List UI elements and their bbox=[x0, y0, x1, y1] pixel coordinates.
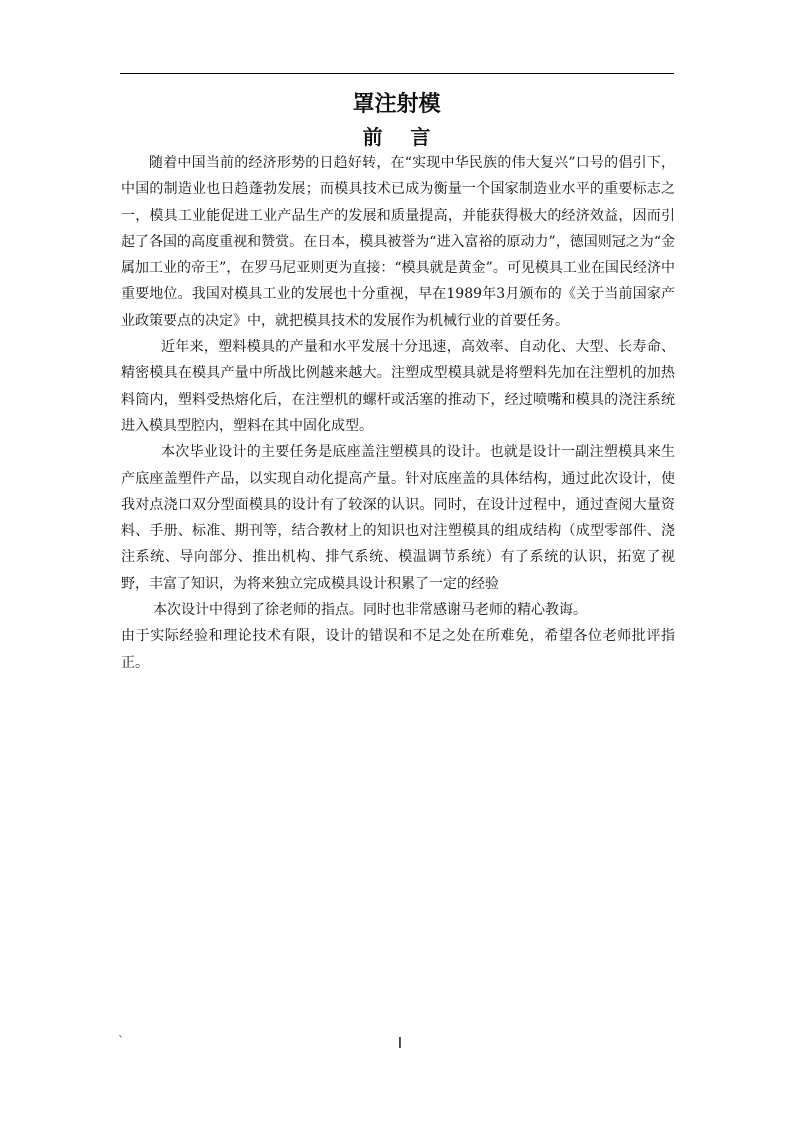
document-title: 罩注射模 bbox=[352, 92, 441, 117]
paragraph-5: 由于实际经验和理论技术有限，设计的错误和不足之处在所难免，希望各位老师批评指正。 bbox=[121, 628, 675, 671]
paragraph-1: 随着中国当前的经济形势的日趋好转，在“实现中华民族的伟大复兴”口号的倡引下，中国的制造业也日趋蓬勃发展；而模具技术已成为衡量一个国家制造业水平的重要标志之一，模具工业能促进工业产品生产的发展和质量提高，并能获得极大的经济效益，因而引起了各国的高度重视和赞赏。在日本，模具被誉为“进入富裕的原动力”，德国则冠之为“金属加工业的帝王”，在罗马尼亚则更为直接：“模具就是黄金”。可见模具工业在国民经济中重要地位。我国对模具工业的发展也十分重视，早在1989年3月颁布的《关于当前国家产业政策要点的决定》中，就把模具技术的发展作为机械行业的首要任务。 bbox=[121, 155, 675, 329]
preface-body bbox=[121, 150, 675, 676]
paragraph-2: 近年来，塑料模具的产量和水平发展十分迅速，高效率、自动化、大型、长寿命、精密模具在模具产量中所战比例越来越大。注塑成型模具就是将塑料先加在注塑机的加热料筒内，塑料受热熔化后，在注塑机的螺杆或活塞的推动下，经过喷嘴和模具的浇注系统进入模具型腔内，塑料在其中固化成型。 bbox=[121, 339, 675, 434]
header-rule bbox=[120, 73, 674, 74]
section-heading-preface: 前 言 bbox=[362, 125, 431, 149]
footer-mark: ` bbox=[118, 1034, 124, 1048]
paragraph-3: 本次毕业设计的主要任务是底座盖注塑模具的设计。也就是设计一副注塑模具来生产底座盖塑件产品，以实现自动化提高产量。针对底座盖的具体结构，通过此次设计，使我对点浇口双分型面模具的设计有了较深的认识。同时，在设计过程中，通过查阅大量资料、手册、标准、期刊等，结合教材上的知识也对注塑模具的组成结构（成型零部件、浇注系统、导向部分、推出机构、排气系统、模温调节系统）有了系统的认识，拓宽了视野，丰富了知识，为将来独立完成模具设计积累了一定的经验 bbox=[121, 444, 675, 592]
paragraph-4: 本次设计中得到了徐老师的指点。同时也非常感谢马老师的精心教诲。 bbox=[153, 602, 587, 619]
page-number: I bbox=[397, 1034, 403, 1052]
